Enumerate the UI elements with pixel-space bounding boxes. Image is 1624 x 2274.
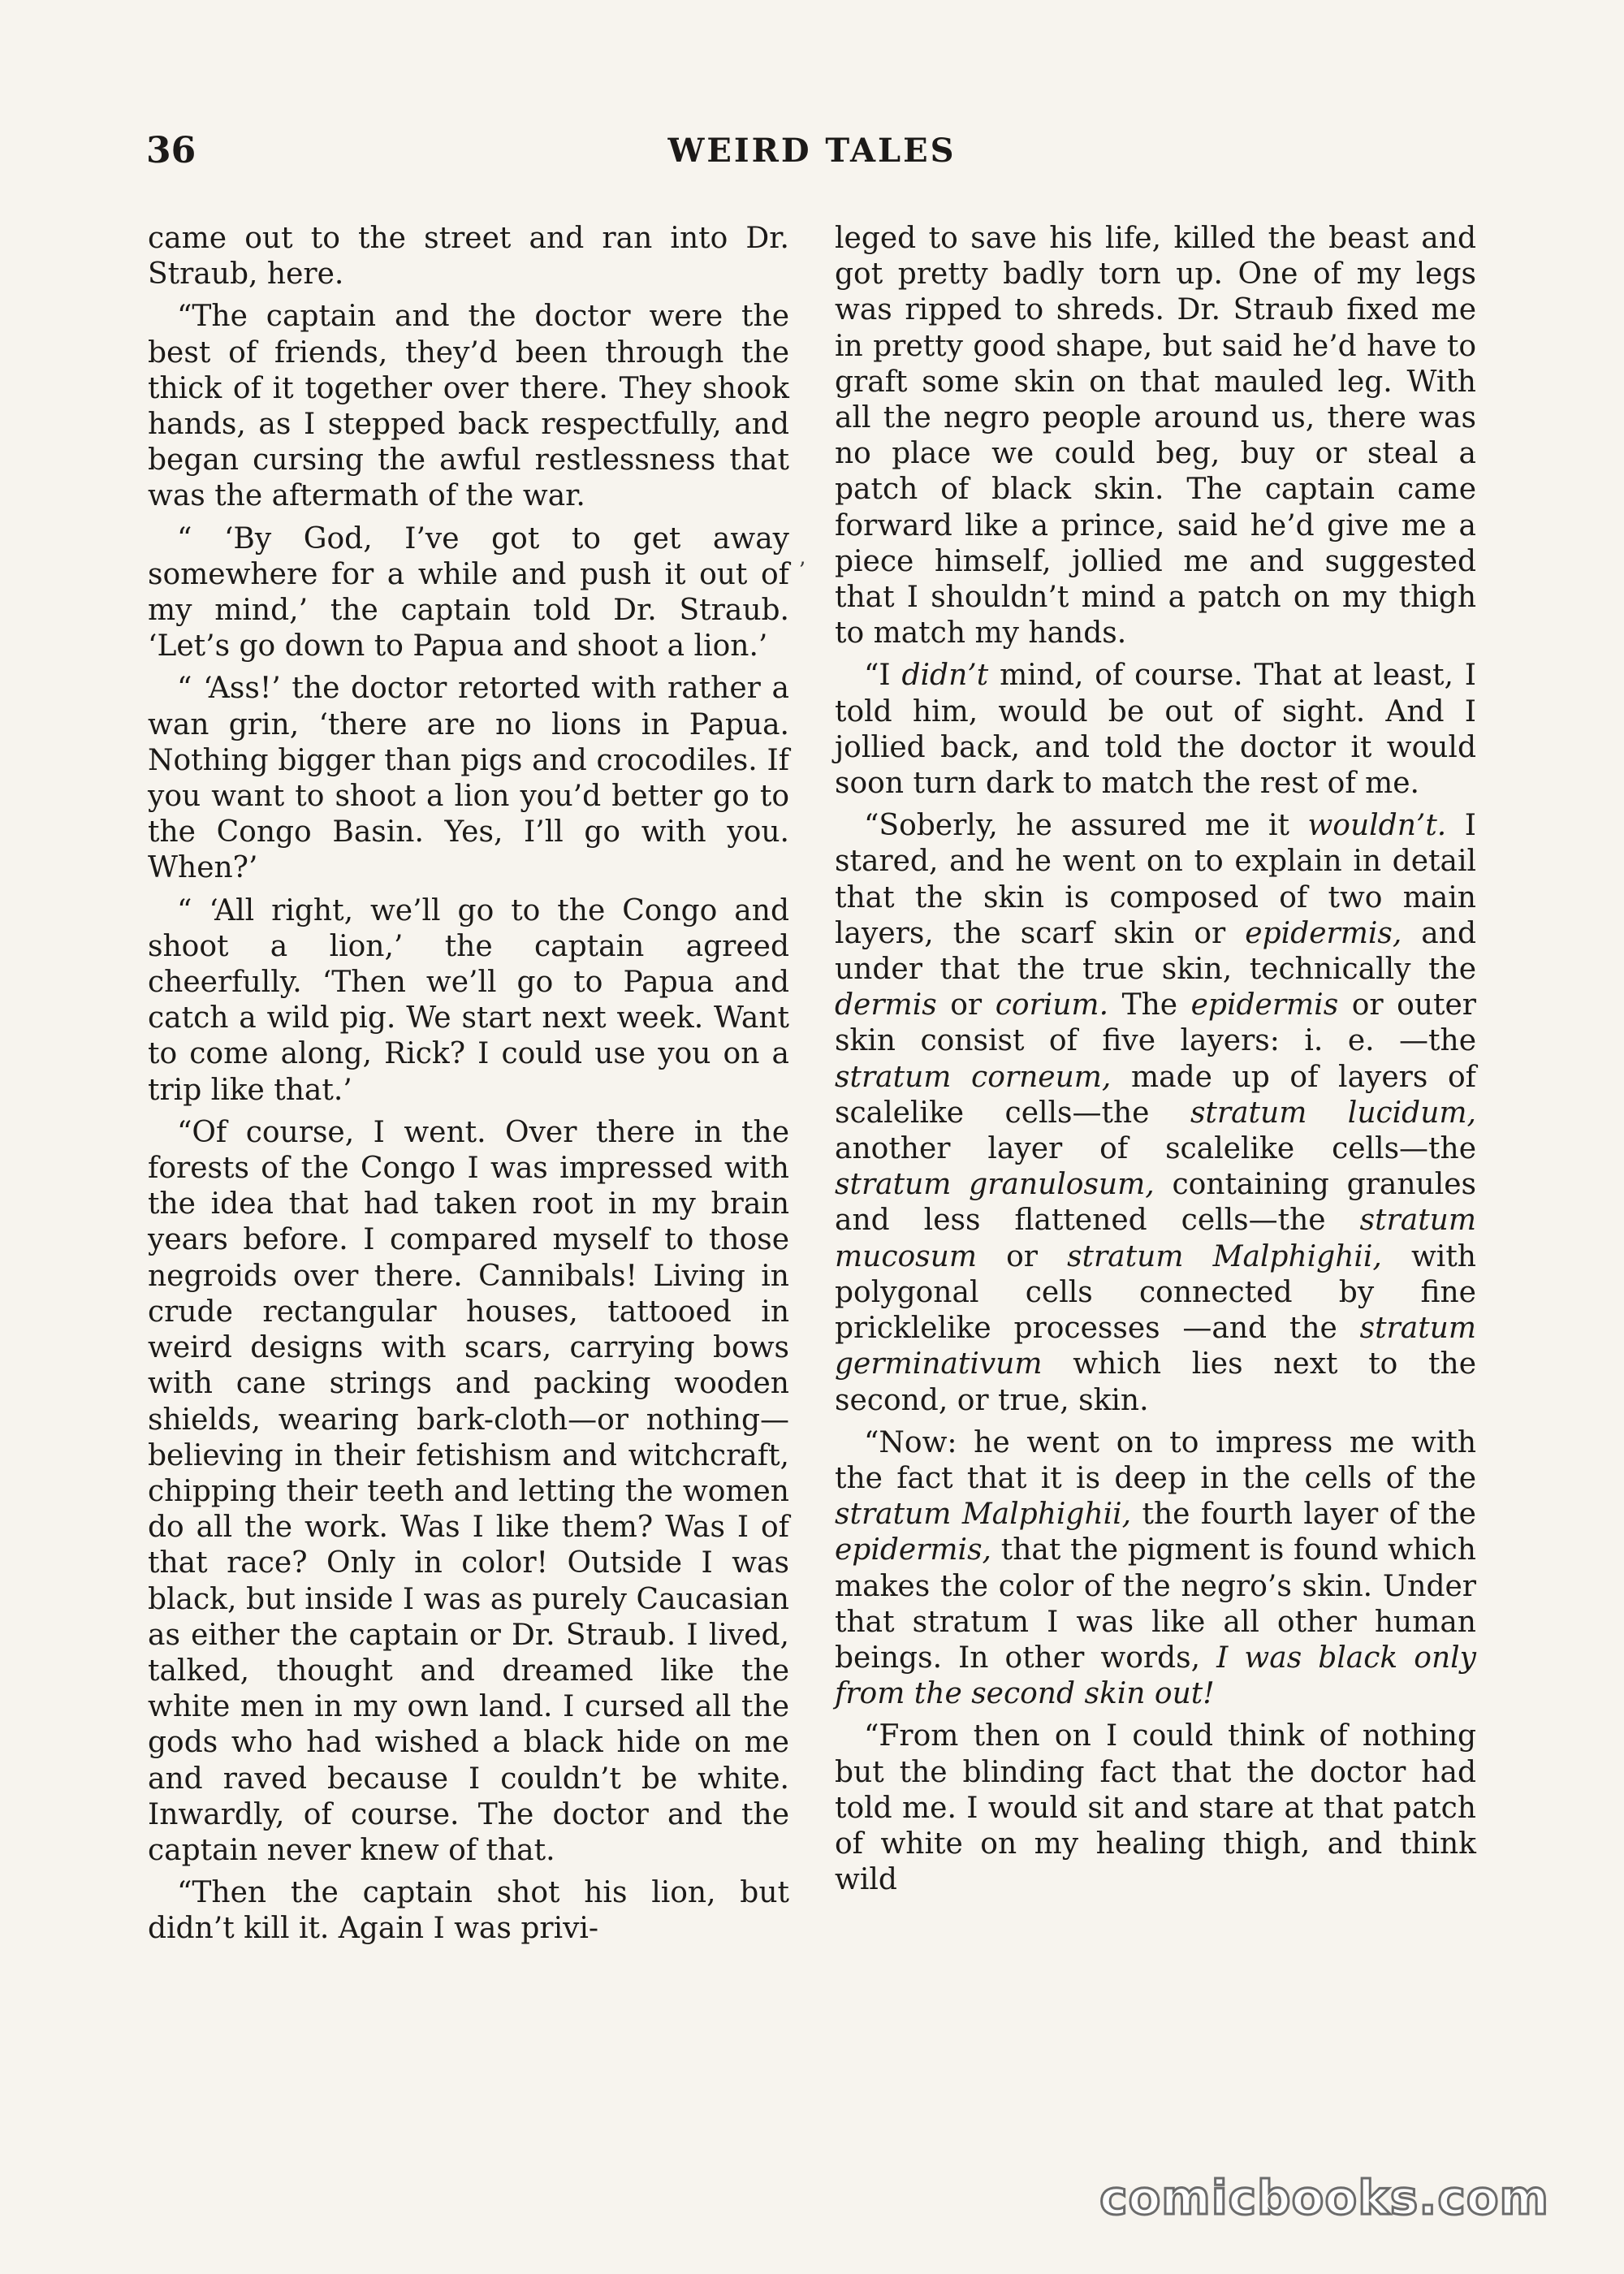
- italic-run: stratum Malphighii,: [835, 1498, 1132, 1532]
- left-column: [148, 221, 789, 1948]
- right-column: [835, 221, 1476, 1898]
- text-run: another layer of scalelike cells—the: [835, 1132, 1476, 1166]
- text-run: that the pigment is found which makes the color of the negro’s skin. Under that stratum I was like all other human beings. In other words,: [835, 1533, 1476, 1675]
- italic-run: stratum lucidum,: [1190, 1096, 1476, 1130]
- text-run: which lies next to the second, or true, skin.: [835, 1347, 1476, 1417]
- print-mark: ʼ: [798, 559, 806, 583]
- text-run: containing granules and less flattened cells—the: [835, 1168, 1476, 1238]
- paragraph: “ ‘Ass!’ the doctor retorted with rather a wan grin, ‘there are no lions in Papua. Nothing bigger than pigs and crocodiles. If you want to shoot a lion you’d better go to the Congo Basin. Yes, I’ll go with you. When?’: [148, 672, 789, 885]
- paragraph: [835, 808, 1476, 1418]
- italic-run: stratum mucosum: [835, 1204, 1476, 1273]
- page-number: 36: [146, 130, 197, 171]
- text-run: “Soberly, he assured me it: [864, 809, 1308, 843]
- paragraph: came out to the street and ran into Dr. Straub, here.: [148, 222, 789, 292]
- paragraph: leged to save his life, killed the beast and got pretty badly torn up. One of my legs was ripped to shreds. Dr. Straub fixed me in pretty good shape, but said he’d have to graft some skin on that mauled leg. With all the negro people around us, there was no place we could beg, buy or steal a patch of black skin. The captain came forward like a prince, said he’d give me a piece himself, jollied me and suggested that I shouldn’t mind a patch on my thigh to match my hands.: [835, 222, 1476, 651]
- italic-run: stratum Malphighii,: [1067, 1239, 1382, 1273]
- text-run: I stared, and he went on to explain in detail that the skin is composed of two main layers, the scarf skin or: [835, 809, 1476, 950]
- italic-run: stratum granulosum,: [835, 1168, 1155, 1202]
- italic-run: epidermis: [1190, 988, 1339, 1022]
- paragraph: [835, 658, 1476, 802]
- paragraph: “Of course, I went. Over there in the forests of the Congo I was impressed with the idea that had taken root in my brain years before. I compared myself to those negroids over there. Cannibals! Living in crude rectangular houses, tattooed in weird designs with scars, carrying bows with cane strings and packing wooden shields, wearing bark-cloth—or nothing—believing in their fetishism and witchcraft, chipping their teeth and letting the women do all the work. Was I like them? Was I of that race? Only in color! Outside I was black, but inside I was as purely Caucasian as either the captain or Dr. Straub. I lived, talked, thought and dreamed like the white men in my own land. I cursed all the gods who had wished a black hide on me and raved because I couldn’t be white. Inwardly, of course. The doctor and the captain never knew of that.: [148, 1115, 789, 1867]
- running-header: WEIRD TALES: [667, 132, 957, 170]
- text-run: or outer skin consist of five layers: i. e. —the: [835, 988, 1476, 1058]
- italic-run: didn’t: [901, 659, 989, 693]
- paragraph: [835, 1425, 1476, 1713]
- text-run: made up of layers of scalelike cells—the: [835, 1060, 1476, 1130]
- italic-run: stratum corneum,: [835, 1060, 1112, 1094]
- text-run: “I: [864, 659, 902, 693]
- text-run: with polygonal cells connected by fine pricklelike processes —and the: [835, 1239, 1476, 1346]
- italic-run: dermis: [835, 988, 937, 1022]
- italic-run: epidermis,: [835, 1533, 991, 1567]
- paragraph: “The captain and the doctor were the best of friends, they’d been through the thick of it together over there. They shook hands, as I stepped back respectfully, and began cursing the awful restlessness that was the aftermath of the war.: [148, 300, 789, 513]
- text-run: or: [936, 988, 996, 1022]
- paragraph: “Then the captain shot his lion, but didn’t kill it. Again I was privi-: [148, 1876, 789, 1946]
- watermark: comicbooks.com: [1099, 2170, 1549, 2225]
- paragraph: “ ‘By God, I’ve got to get away somewhere for a while and push it out of my mind,’ the captain told Dr. Straub. ‘Let’s go down to Papua and shoot a lion.’: [148, 521, 789, 664]
- text-run: the fourth layer of the: [1131, 1498, 1476, 1532]
- text-run: and under that the true skin, technically the: [835, 916, 1476, 987]
- text-run: or: [976, 1239, 1068, 1273]
- italic-run: I was black only from the second skin out!: [835, 1641, 1476, 1711]
- text-run: “Now: he went on to impress me with the fact that it is deep in the cells of the: [835, 1425, 1476, 1495]
- italic-run: wouldn’t.: [1307, 809, 1447, 843]
- italic-run: corium.: [995, 988, 1109, 1022]
- paragraph: “From then on I could think of nothing but the blinding fact that the doctor had told me. I would sit and stare at that patch of white on my healing thigh, and think wild: [835, 1719, 1476, 1897]
- italic-run: epidermis,: [1245, 916, 1402, 950]
- text-run: mind, of course. That at least, I told him, would be out of sight. And I jollied back, and told the doctor it would soon turn dark to match the rest of me.: [835, 659, 1476, 801]
- text-run: The: [1108, 988, 1191, 1022]
- paragraph: “ ‘All right, we’ll go to the Congo and shoot a lion,’ the captain agreed cheerfully. ‘Then we’ll go to Papua and catch a wild pig. We start next week. Want to come along, Rick? I could use you on a trip like that.’: [148, 893, 789, 1107]
- italic-run: stratum germinativum: [835, 1312, 1476, 1381]
